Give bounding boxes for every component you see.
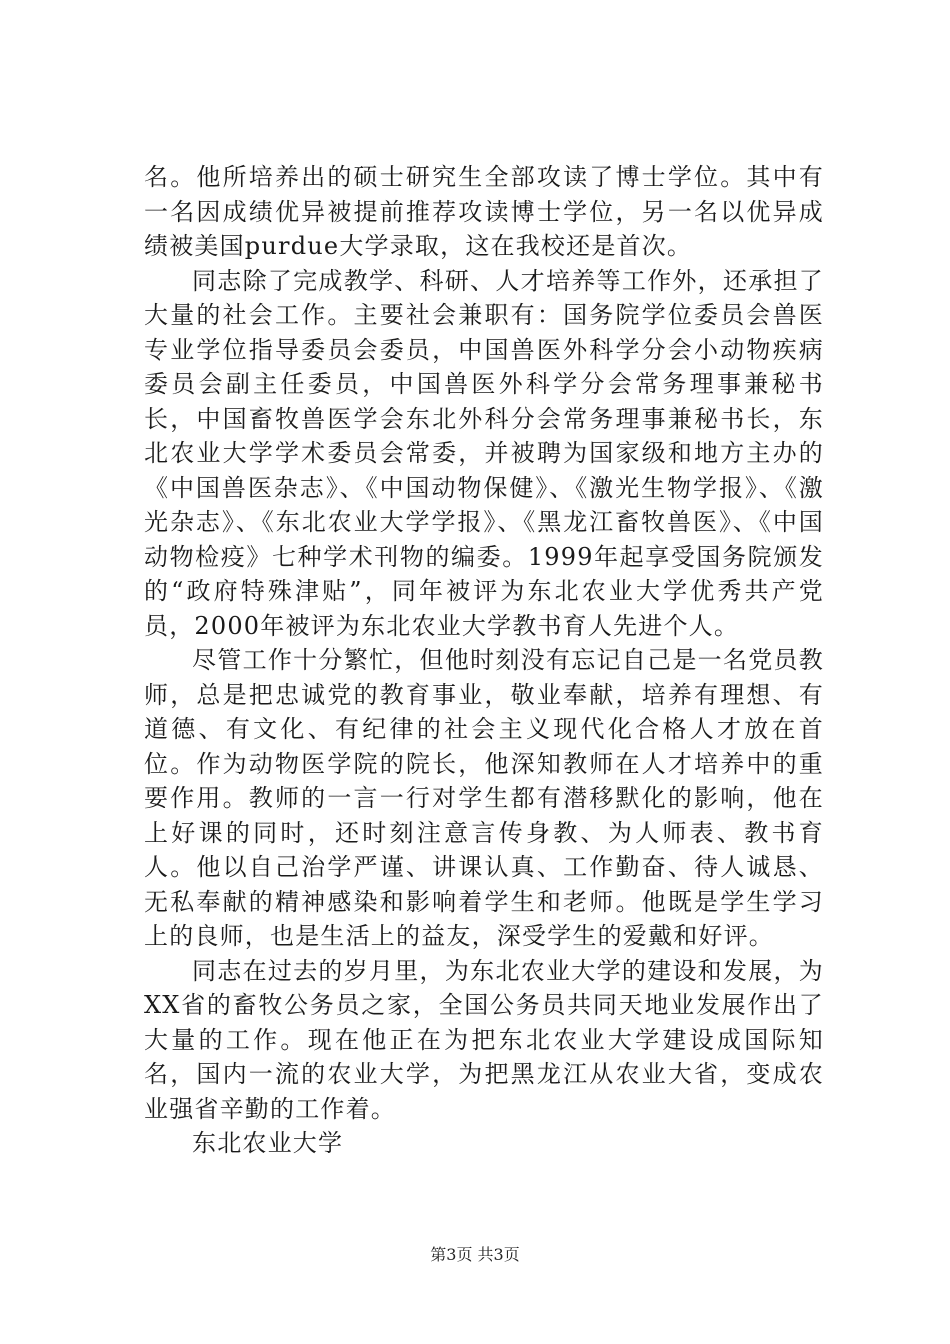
paragraph-teacher-role: 尽管工作十分繁忙，但他时刻没有忘记自己是一名党员教师，总是把忠诚党的教育事业，敬业奉献，培养有理想、有道德、有文化、有纪律的社会主义现代化合格人才放在首位。作为动物医学院的院长，他深知教师在人才培养中的重要作用。教师的一言一行对学生都有潜移默化的影响，他在上好课的同时，还时刻注意言传身教、为人师表、教书育人。他以自己治学严谨、讲课认真、工作勤奋、待人诚恳、无私奉献的精神感染和影响着学生和老师。他既是学生学习上的良师，也是生活上的益友，深受学生的爱戴和好评。 (144, 646, 824, 950)
paragraph-social-work: 同志除了完成教学、科研、人才培养等工作外，还承担了大量的社会工作。主要社会兼职有：国务院学位委员会兽医专业学位指导委员会委员，中国兽医外科学分会小动物疾病委员会副主任委员，中国兽医外科学分会常务理事兼秘书长，中国畜牧兽医学会东北外科分会常务理事兼秘书长，东北农业大学学术委员会常委，并被聘为国家级和地方主办的《中国兽医杂志》、《中国动物保健》、《激光生物学报》、《激光杂志》、《东北农业大学学报》、《黑龙江畜牧兽医》、《中国动物检疫》七种学术刊物的编委。1999年起享受国务院颁发的“政府特殊津贴”，同年被评为东北农业大学优秀共产党员，2000年被评为东北农业大学教书育人先进个人。 (144, 266, 824, 640)
document-body (144, 160, 824, 1161)
paragraph-continuation: 名。他所培养出的硕士研究生全部攻读了博士学位。其中有一名因成绩优异被提前推荐攻读博士学位，另一名以优异成绩被美国purdue大学录取，这在我校还是首次。 (144, 163, 824, 260)
paragraph-contribution: 同志在过去的岁月里，为东北农业大学的建设和发展，为XX省的畜牧公务员之家，全国公务员共同天地业发展作出了大量的工作。现在他正在为把东北农业大学建设成国际知名，国内一流的农业大学，为把黑龙江从农业大省，变成农业强省辛勤的工作着。 (144, 956, 824, 1123)
signature-institution: 东北农业大学 (192, 1129, 344, 1157)
page-number-footer: 第3页 共3页 (430, 1245, 520, 1264)
